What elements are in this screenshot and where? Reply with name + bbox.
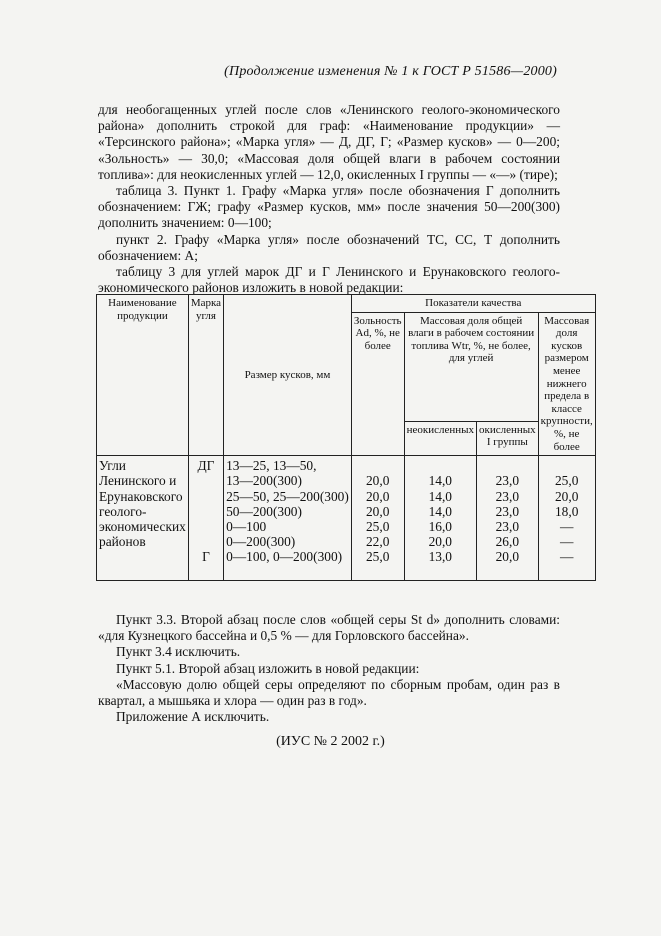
size-value: 0—100, 0—200(300): [226, 549, 343, 565]
fines-value: 20,0: [554, 488, 579, 504]
nonox-value: 13,0: [428, 549, 452, 565]
fines-value: 25,0: [554, 473, 579, 489]
column-fines: [538, 456, 595, 581]
paragraph-2: таблица 3. Пункт 1. Графу «Марка угля» после обозначения Г дополнить обозначением: ГЖ; графу «Размер кусков, мм» после значения 50—200(300) дополнить значением: 0—100;: [98, 183, 560, 231]
ox-value: 23,0: [495, 473, 520, 489]
paragraph-6: Пункт 3.4 исключить.: [116, 644, 241, 660]
cell-product: Угли Ленинского и Ерунаковского геолого-экономических районов: [97, 456, 189, 581]
size-value: 50—200(300): [226, 503, 302, 519]
column-oxidized: [477, 456, 539, 581]
column-ash: [351, 456, 404, 581]
size-value: 25—50, 25—200(300): [226, 488, 349, 504]
ox-value: 23,0: [495, 518, 520, 534]
column-marks: [188, 456, 223, 581]
header-oxidized: окисленных I группы: [477, 421, 539, 456]
ash-value: 20,0: [365, 503, 390, 519]
fines-value: —: [559, 549, 574, 565]
paragraph-1: для необогащенных углей после слов «Ленинского геолого-экономического района» дополнить строкой для граф: «Наименование продукции» — «Терсинского района»; «Марка угля» — Д, ДГ, Г; «Размер кусков» — 0—200; «Зольность» — 30,0; «Массовая доля общей влаги в рабочем состоянии топлива»: для неокисленных углей — 12,0, окисленных I группы — «—» (тире);: [98, 102, 560, 182]
header-fines: Массовая доля кусков размером менее нижнего предела в классе крупности, %, не более: [538, 312, 595, 456]
ash-value: 20,0: [365, 488, 390, 504]
ash-value: 22,0: [365, 534, 390, 550]
header-ash: Зольность Ad, %, не более: [351, 312, 404, 456]
fines-value: [541, 458, 593, 473]
text-block-bottom: [98, 612, 560, 725]
mark-value: ДГ: [197, 458, 215, 474]
size-value: 13—200(300): [226, 473, 302, 489]
coal-quality-table: [96, 294, 596, 581]
nonox-value: [407, 458, 474, 473]
paragraph-5: Пункт 3.3. Второй абзац после слов «общей серы St d» дополнить словами: «для Кузнецкого бассейна и 0,5 % — для Горловского бассейна».: [98, 612, 560, 644]
nonox-value: 16,0: [428, 518, 452, 534]
header-quality: Показатели качества: [351, 295, 595, 313]
paragraph-7: Пункт 5.1. Второй абзац изложить в новой редакции:: [116, 660, 420, 676]
page-header: (Продолжение изменения № 1 к ГОСТ Р 51586—2000): [224, 64, 557, 79]
ius-reference: (ИУС № 2 2002 г.): [276, 734, 385, 749]
nonox-value: 20,0: [428, 534, 452, 550]
ash-value: [354, 458, 402, 473]
mark-value: [191, 504, 221, 519]
column-sizes: [224, 456, 352, 581]
column-nonoxidized: [404, 456, 476, 581]
header-mark: Марка угля: [188, 295, 223, 456]
ox-value: 20,0: [495, 549, 520, 565]
paragraph-4: таблицу 3 для углей марок ДГ и Г Ленинского и Ерунаковского геолого-экономического районов изложить в новой редакции:: [98, 264, 560, 296]
nonox-value: 14,0: [428, 488, 452, 504]
size-value: 0—100: [226, 518, 267, 534]
text-block-top: [98, 102, 560, 296]
ox-value: 23,0: [495, 488, 520, 504]
mark-value: [191, 534, 221, 549]
header-size: Размер кусков, мм: [224, 295, 352, 456]
header-moisture: Массовая доля общей влаги в рабочем состоянии топлива Wtr, %, не более, для углей: [404, 312, 538, 421]
mark-value: [191, 473, 221, 488]
size-value: 13—25, 13—50,: [226, 458, 317, 474]
mark-value: Г: [202, 549, 210, 565]
nonox-value: 14,0: [428, 473, 452, 489]
ash-value: 25,0: [365, 549, 390, 565]
paragraph-9: Приложение А исключить.: [116, 709, 270, 725]
size-value: 0—200(300): [226, 534, 296, 550]
fines-value: —: [559, 534, 574, 550]
fines-value: —: [559, 518, 574, 534]
ox-value: 26,0: [495, 534, 520, 550]
ox-value: [479, 458, 536, 473]
mark-value: [191, 519, 221, 534]
header-nonoxidized: неокисленных: [404, 421, 476, 456]
ash-value: 20,0: [365, 473, 390, 489]
fines-value: 18,0: [554, 503, 579, 519]
nonox-value: 14,0: [428, 503, 452, 519]
header-product: Наименование продукции: [97, 295, 189, 456]
mark-value: [191, 489, 221, 504]
paragraph-8: «Массовую долю общей серы определяют по сборным пробам, один раз в квартал, а мышьяка и хлора — один раз в год».: [98, 676, 560, 709]
ash-value: 25,0: [365, 518, 390, 534]
ox-value: 23,0: [495, 503, 520, 519]
paragraph-3: пункт 2. Графу «Марка угля» после обозначений ТС, СС, Т дополнить обозначением: А;: [98, 231, 560, 263]
